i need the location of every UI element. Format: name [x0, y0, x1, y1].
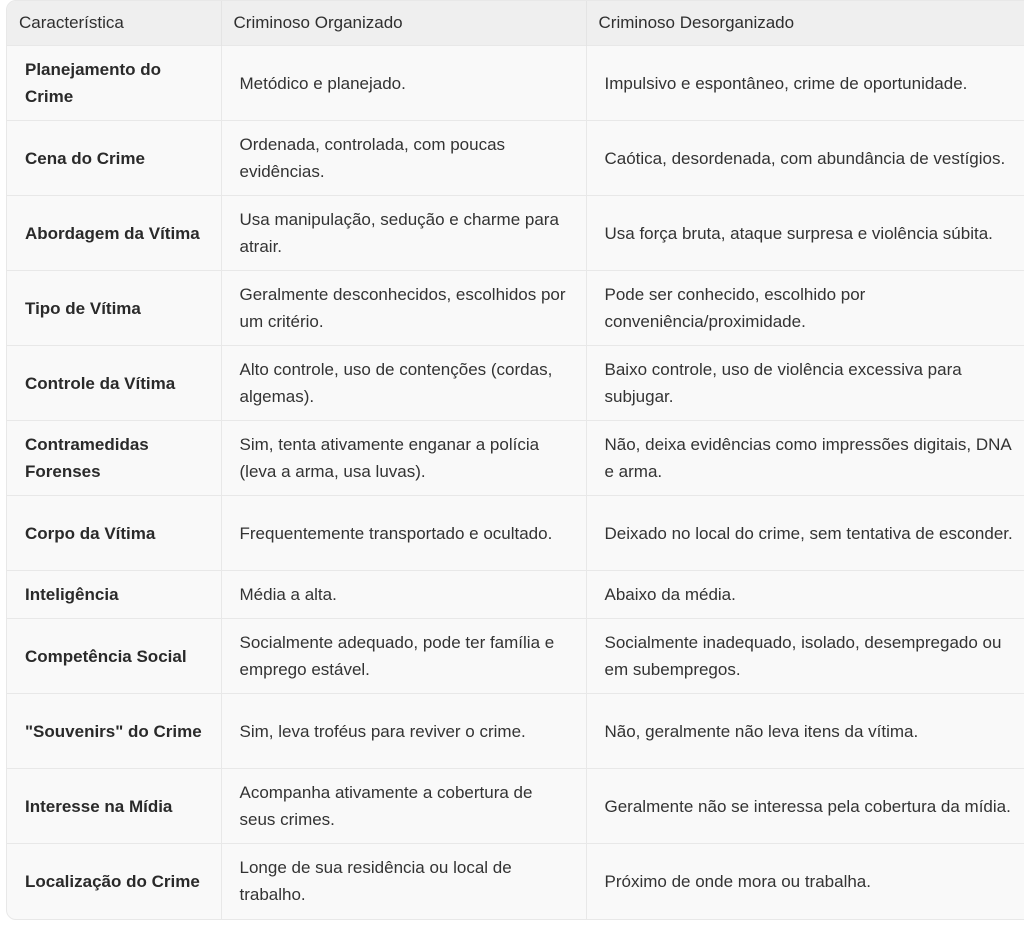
- header-disorganized: Criminoso Desorganizado: [586, 1, 1024, 46]
- table-row: [7, 571, 1024, 619]
- table-row: [7, 271, 1024, 346]
- disorganized-cell: Baixo controle, uso de violência excessiva para subjugar.: [586, 346, 1024, 421]
- feature-cell: Controle da Vítima: [7, 346, 221, 421]
- disorganized-cell: Pode ser conhecido, escolhido por conveniência/proximidade.: [586, 271, 1024, 346]
- header-organized: Criminoso Organizado: [221, 1, 586, 46]
- table-row: [7, 196, 1024, 271]
- disorganized-cell: Socialmente inadequado, isolado, desempregado ou em subempregos.: [586, 619, 1024, 694]
- feature-cell: Competência Social: [7, 619, 221, 694]
- feature-cell: Localização do Crime: [7, 844, 221, 919]
- organized-cell: Usa manipulação, sedução e charme para atrair.: [221, 196, 586, 271]
- organized-cell: Acompanha ativamente a cobertura de seus crimes.: [221, 769, 586, 844]
- table-row: [7, 619, 1024, 694]
- comparison-table: [7, 1, 1024, 919]
- table-row: [7, 496, 1024, 571]
- table-row: [7, 346, 1024, 421]
- disorganized-cell: Caótica, desordenada, com abundância de vestígios.: [586, 121, 1024, 196]
- header-row: [7, 1, 1024, 46]
- disorganized-cell: Abaixo da média.: [586, 571, 1024, 619]
- table-row: [7, 844, 1024, 919]
- disorganized-cell: Próximo de onde mora ou trabalha.: [586, 844, 1024, 919]
- feature-cell: Cena do Crime: [7, 121, 221, 196]
- disorganized-cell: Usa força bruta, ataque surpresa e violência súbita.: [586, 196, 1024, 271]
- disorganized-cell: Não, deixa evidências como impressões digitais, DNA e arma.: [586, 421, 1024, 496]
- feature-cell: Tipo de Vítima: [7, 271, 221, 346]
- organized-cell: Alto controle, uso de contenções (cordas, algemas).: [221, 346, 586, 421]
- feature-cell: Inteligência: [7, 571, 221, 619]
- comparison-table-container: [6, 0, 1024, 920]
- feature-cell: "Souvenirs" do Crime: [7, 694, 221, 769]
- feature-cell: Interesse na Mídia: [7, 769, 221, 844]
- organized-cell: Ordenada, controlada, com poucas evidências.: [221, 121, 586, 196]
- organized-cell: Longe de sua residência ou local de trabalho.: [221, 844, 586, 919]
- table-row: [7, 121, 1024, 196]
- organized-cell: Geralmente desconhecidos, escolhidos por um critério.: [221, 271, 586, 346]
- disorganized-cell: Não, geralmente não leva itens da vítima.: [586, 694, 1024, 769]
- organized-cell: Média a alta.: [221, 571, 586, 619]
- organized-cell: Socialmente adequado, pode ter família e emprego estável.: [221, 619, 586, 694]
- organized-cell: Sim, tenta ativamente enganar a polícia (leva a arma, usa luvas).: [221, 421, 586, 496]
- organized-cell: Sim, leva troféus para reviver o crime.: [221, 694, 586, 769]
- organized-cell: Metódico e planejado.: [221, 46, 586, 121]
- disorganized-cell: Deixado no local do crime, sem tentativa de esconder.: [586, 496, 1024, 571]
- table-row: [7, 46, 1024, 121]
- feature-cell: Corpo da Vítima: [7, 496, 221, 571]
- table-row: [7, 421, 1024, 496]
- organized-cell: Frequentemente transportado e ocultado.: [221, 496, 586, 571]
- disorganized-cell: Geralmente não se interessa pela cobertura da mídia.: [586, 769, 1024, 844]
- disorganized-cell: Impulsivo e espontâneo, crime de oportunidade.: [586, 46, 1024, 121]
- table-row: [7, 769, 1024, 844]
- header-feature: Característica: [7, 1, 221, 46]
- feature-cell: Abordagem da Vítima: [7, 196, 221, 271]
- table-row: [7, 694, 1024, 769]
- feature-cell: Contramedidas Forenses: [7, 421, 221, 496]
- feature-cell: Planejamento do Crime: [7, 46, 221, 121]
